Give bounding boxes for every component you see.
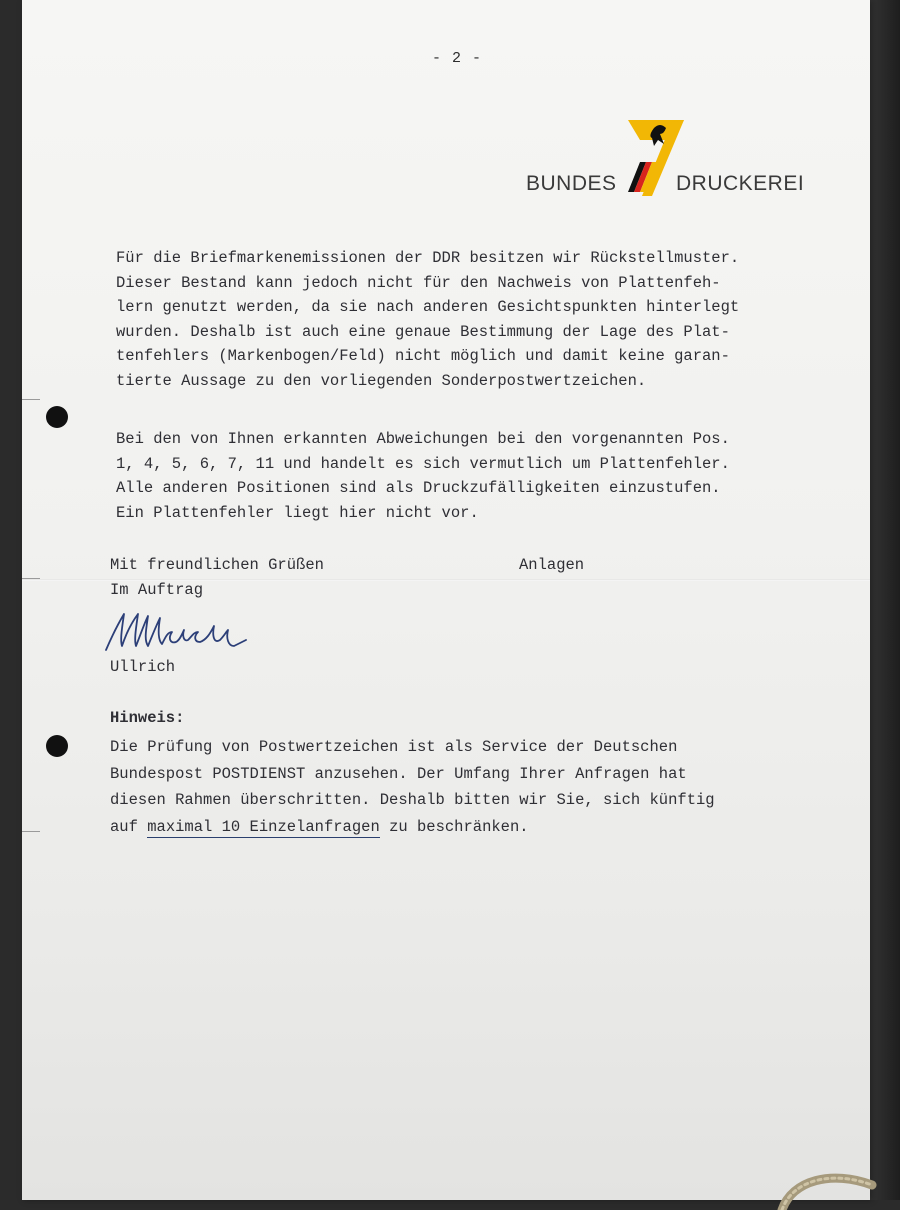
text-line: tenfehlers (Markenbogen/Feld) nicht möglich und damit keine garan- (116, 347, 730, 365)
signer-name: Ullrich (110, 658, 176, 676)
margin-mark (22, 578, 40, 579)
punch-hole (46, 735, 68, 757)
on-behalf-label: Im Auftrag (110, 581, 204, 599)
paragraph-retention-samples (116, 246, 739, 393)
margin-mark (22, 399, 40, 400)
text-line: Die Prüfung von Postwertzeichen ist als Service der Deutschen (110, 738, 678, 756)
bundesdruckerei-logo (522, 118, 805, 198)
text-line: lern genutzt werden, da sie nach anderen Gesichtspunkten hinterlegt (116, 298, 740, 316)
hinweis-title: Hinweis: (110, 709, 185, 727)
text-line: diesen Rahmen überschritten. Deshalb bitten wir Sie, sich künftig (110, 791, 715, 809)
logo-word-bundes: BUNDES (526, 172, 617, 195)
underlined-limit-phrase: maximal 10 Einzelanfragen (147, 817, 380, 836)
text-line: 1, 4, 5, 6, 7, 11 und handelt es sich vermutlich um Plattenfehler. (116, 454, 730, 473)
attachments-label: Anlagen (519, 556, 585, 574)
hinweis-paragraph (110, 734, 715, 840)
text-line: Alle anderen Positionen sind als Druckzufälligkeiten einzustufen. (116, 479, 721, 497)
logo-word-druckerei: DRUCKEREI (676, 172, 805, 195)
page-number: - 2 - (432, 50, 483, 67)
text-line: Bundespost POSTDIENST anzusehen. Der Umfang Ihrer Anfragen hat (110, 764, 687, 783)
text-line: wurden. Deshalb ist auch eine genaue Bestimmung der Lage des Plat- (116, 322, 730, 341)
text-fragment: zu beschränken. (379, 817, 529, 836)
text-line: Für die Briefmarkenemissionen der DDR besitzen wir Rückstellmuster. (116, 249, 740, 267)
margin-mark (22, 831, 40, 832)
text-line: Dieser Bestand kann jedoch nicht für den Nachweis von Plattenfeh- (116, 273, 721, 292)
text-line (110, 814, 715, 841)
paragraph-deviations (116, 427, 730, 525)
text-fragment: auf (110, 817, 148, 836)
letter-page (22, 0, 870, 1200)
text-line: Ein Plattenfehler liegt hier nicht vor. (116, 503, 479, 522)
handwritten-signature (102, 606, 252, 654)
closing-greeting: Mit freundlichen Grüßen (110, 556, 324, 574)
text-line: Bei den von Ihnen erkannten Abweichungen bei den vorgenannten Pos. (116, 430, 730, 448)
text-line: tierte Aussage zu den vorliegenden Sonderpostwertzeichen. (116, 371, 647, 390)
punch-hole (46, 406, 68, 428)
